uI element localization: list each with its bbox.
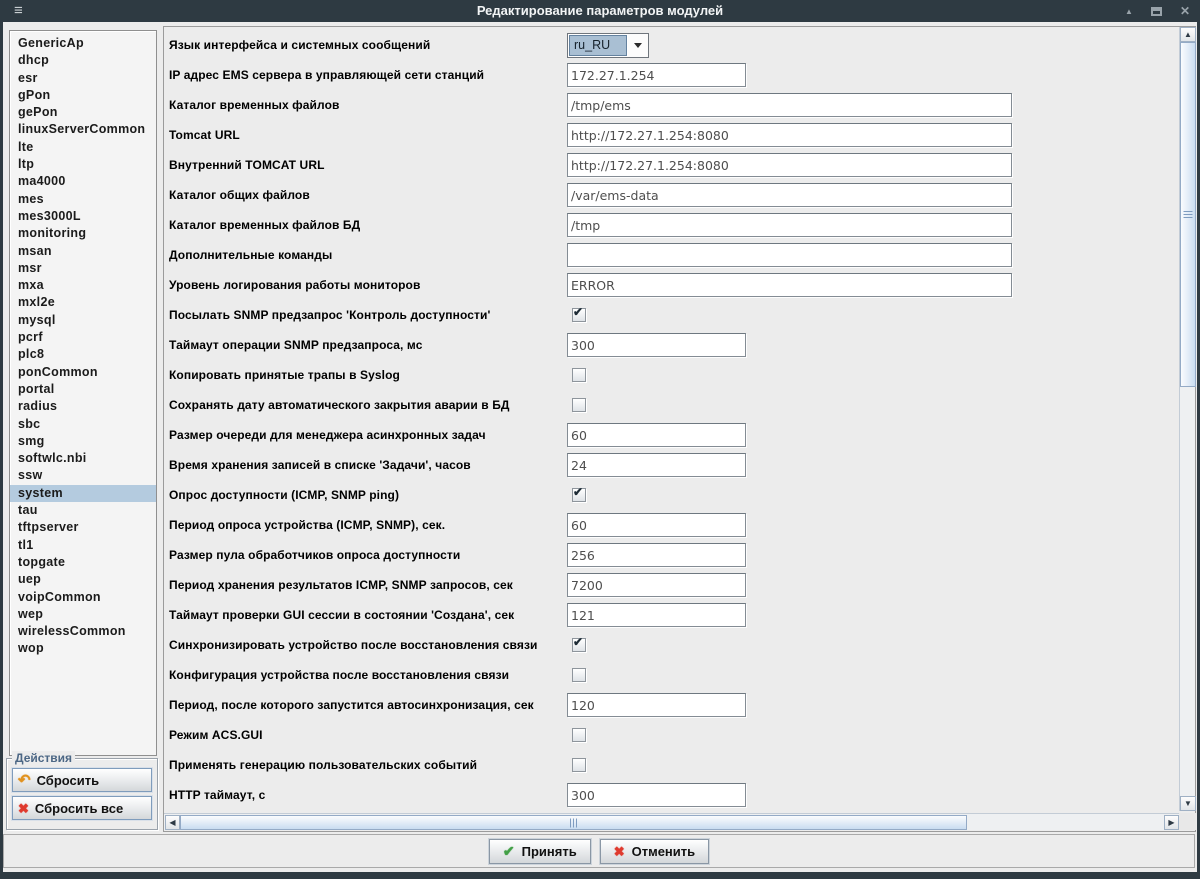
module-list-item[interactable]: ponCommon xyxy=(18,364,98,379)
text-field[interactable] xyxy=(567,513,746,537)
red-cross-icon: ✖ xyxy=(18,800,29,816)
field-control xyxy=(567,60,746,90)
module-list-item[interactable]: topgate xyxy=(18,554,66,569)
scroll-right-button[interactable] xyxy=(1164,815,1179,830)
field-label: Таймаут операции SNMP предзапроса, мс xyxy=(169,338,423,352)
field-label: Период, после которого запустится автосинхронизация, сек xyxy=(169,698,534,712)
form-row xyxy=(164,60,1179,90)
field-label: Применять генерацию пользовательских событий xyxy=(169,758,478,772)
form-rows xyxy=(164,27,1179,810)
module-list-item[interactable]: mxa xyxy=(18,278,44,293)
field-label: Дополнительные команды xyxy=(169,248,333,262)
module-list-item[interactable]: mes3000L xyxy=(18,208,81,223)
form-row xyxy=(164,210,1179,240)
text-field[interactable] xyxy=(567,783,746,807)
left-arrow-icon: ◀ xyxy=(169,818,176,827)
field-control xyxy=(567,510,746,540)
field-control xyxy=(567,690,746,720)
form-row xyxy=(164,660,1179,690)
field-control xyxy=(567,120,1012,150)
field-control xyxy=(567,480,586,510)
field-label: Tomcat URL xyxy=(169,128,240,142)
shade-button[interactable]: ▲ xyxy=(1125,6,1133,16)
actions-panel-title: Действия xyxy=(12,751,75,765)
module-list-item[interactable]: system xyxy=(10,485,156,502)
text-field[interactable] xyxy=(567,543,746,567)
text-field[interactable] xyxy=(567,273,1012,297)
field-control xyxy=(567,240,1012,270)
reset-all-button-label: Сбросить все xyxy=(34,800,124,816)
text-field[interactable] xyxy=(567,603,746,627)
field-label: IP адрес EMS сервера в управляющей сети станций xyxy=(169,68,485,82)
module-list-item[interactable]: voipCommon xyxy=(18,589,101,604)
window-content xyxy=(3,22,1197,872)
chevron-down-icon xyxy=(634,43,642,48)
text-field[interactable] xyxy=(567,123,1012,147)
module-list-item[interactable]: portal xyxy=(18,381,55,396)
cancel-button[interactable] xyxy=(600,839,709,864)
module-list-item[interactable]: esr xyxy=(18,70,38,85)
text-field[interactable] xyxy=(567,213,1012,237)
field-label: Посылать SNMP предзапрос 'Контроль доступности' xyxy=(169,308,491,322)
field-control xyxy=(567,750,586,780)
field-label: Сохранять дату автоматического закрытия аварии в БД xyxy=(169,398,510,412)
checkbox-check-icon: ✔ xyxy=(573,305,584,319)
field-label: Конфигурация устройства после восстановления связи xyxy=(169,668,510,682)
module-list-item[interactable]: msr xyxy=(18,260,42,275)
module-list-item[interactable]: pcrf xyxy=(18,330,43,345)
module-list-item[interactable]: GenericAp xyxy=(18,36,84,50)
titlebar xyxy=(0,0,1200,22)
field-control xyxy=(567,270,1012,300)
right-arrow-icon: ▶ xyxy=(1168,818,1175,827)
checkbox[interactable] xyxy=(572,758,586,772)
vertical-scrollbar-thumb[interactable] xyxy=(1180,42,1196,387)
field-label: Опрос доступности (ICMP, SNMP ping) xyxy=(169,488,400,502)
window-title: Редактирование параметров модулей xyxy=(476,3,724,18)
text-field[interactable] xyxy=(567,243,1012,267)
red-cross-icon: ✖ xyxy=(613,843,625,859)
module-list-item[interactable]: ma4000 xyxy=(18,174,66,189)
field-label: Период опроса устройства (ICMP, SNMP), сек. xyxy=(169,518,446,532)
text-field[interactable] xyxy=(567,63,746,87)
form-row xyxy=(164,420,1179,450)
module-list-item[interactable]: tftpserver xyxy=(18,520,79,535)
field-label: Время хранения записей в списке 'Задачи', часов xyxy=(169,458,471,472)
text-field[interactable] xyxy=(567,153,1012,177)
maximize-button[interactable] xyxy=(1151,7,1162,16)
field-control xyxy=(567,660,586,690)
form-row xyxy=(164,30,1179,60)
field-control xyxy=(567,330,746,360)
module-list-item[interactable]: radius xyxy=(18,399,58,414)
green-check-icon: ✔ xyxy=(502,843,515,859)
checkbox[interactable] xyxy=(572,635,586,652)
field-control xyxy=(567,630,586,660)
field-label: Каталог общих файлов xyxy=(169,188,310,202)
field-label: Внутренний TOMCAT URL xyxy=(169,158,325,172)
field-control xyxy=(567,180,1012,210)
form-row xyxy=(164,120,1179,150)
form-row xyxy=(164,180,1179,210)
actions-panel xyxy=(6,751,158,830)
form-row xyxy=(164,720,1179,750)
field-control xyxy=(567,720,586,750)
thumb-grip-icon xyxy=(1184,211,1193,219)
text-field[interactable] xyxy=(567,93,1012,117)
text-field[interactable] xyxy=(567,693,746,717)
field-label: Каталог временных файлов xyxy=(169,98,340,112)
reset-button-label: Сбросить xyxy=(36,772,100,788)
up-arrow-icon: ▲ xyxy=(1184,30,1192,39)
scroll-down-button[interactable] xyxy=(1180,796,1196,811)
module-list-item[interactable]: uep xyxy=(18,572,42,587)
checkbox[interactable] xyxy=(572,368,586,382)
module-list-item[interactable]: wop xyxy=(18,641,44,656)
module-list-item[interactable]: plc8 xyxy=(18,347,45,362)
module-list-item[interactable]: msan xyxy=(18,243,52,258)
down-arrow-icon: ▼ xyxy=(1184,799,1192,808)
module-list-item[interactable]: smg xyxy=(18,433,45,448)
scroll-up-button[interactable] xyxy=(1180,27,1196,42)
module-list-item[interactable]: wirelessCommon xyxy=(18,624,126,639)
undo-icon: ↶ xyxy=(18,771,31,789)
module-list-item[interactable]: linuxServerCommon xyxy=(18,122,146,137)
form-row xyxy=(164,90,1179,120)
module-list-item[interactable]: mes xyxy=(18,191,44,206)
module-list-item[interactable]: monitoring xyxy=(18,226,87,241)
field-control xyxy=(567,360,586,390)
form-row xyxy=(164,690,1179,720)
horizontal-scrollbar[interactable] xyxy=(164,813,1179,830)
field-label: HTTP таймаут, с xyxy=(169,788,266,802)
form-row xyxy=(164,570,1179,600)
form-row xyxy=(164,300,1179,330)
form-row xyxy=(164,150,1179,180)
field-control xyxy=(567,780,746,810)
module-list[interactable] xyxy=(9,30,157,756)
module-list-item[interactable]: ltp xyxy=(18,157,35,172)
language-combobox[interactable] xyxy=(567,33,649,58)
field-label: Язык интерфейса и системных сообщений xyxy=(169,38,431,52)
text-field[interactable] xyxy=(567,183,1012,207)
checkbox[interactable] xyxy=(572,398,586,412)
module-list-item[interactable]: mysql xyxy=(18,312,56,327)
field-control xyxy=(567,90,1012,120)
field-control xyxy=(567,450,746,480)
checkbox-check-icon: ✔ xyxy=(573,485,584,499)
field-control xyxy=(567,300,586,330)
combobox-arrow-button[interactable] xyxy=(628,34,648,57)
form-row xyxy=(164,630,1179,660)
field-label: Копировать принятые трапы в Syslog xyxy=(169,368,400,382)
cancel-button-label: Отменить xyxy=(631,843,696,859)
text-field[interactable] xyxy=(567,573,746,597)
field-label: Каталог временных файлов БД xyxy=(169,218,361,232)
field-control xyxy=(567,210,1012,240)
window-menu-icon[interactable]: ≡ xyxy=(14,2,23,19)
module-list-item[interactable]: tau xyxy=(18,503,38,518)
form-row xyxy=(164,450,1179,480)
form-row xyxy=(164,600,1179,630)
form-row xyxy=(164,270,1179,300)
form-row xyxy=(164,390,1179,420)
module-list-item[interactable]: dhcp xyxy=(18,53,50,68)
field-label: Период хранения результатов ICMP, SNMP запросов, сек xyxy=(169,578,513,592)
form-row xyxy=(164,480,1179,510)
checkbox[interactable] xyxy=(572,305,586,322)
checkbox-check-icon: ✔ xyxy=(573,635,584,649)
close-button[interactable]: ✕ xyxy=(1179,4,1190,18)
checkbox[interactable] xyxy=(572,485,586,502)
text-field[interactable] xyxy=(567,453,746,477)
combobox-value: ru_RU xyxy=(569,35,627,56)
field-label: Уровень логирования работы мониторов xyxy=(169,278,421,292)
accept-button-label: Принять xyxy=(521,843,577,859)
footer-bar xyxy=(3,834,1195,868)
reset-button[interactable] xyxy=(12,768,152,792)
module-list-item[interactable]: gPon xyxy=(18,87,51,102)
field-label: Синхронизировать устройство после восстановления связи xyxy=(169,638,538,652)
field-control xyxy=(567,150,1012,180)
module-list-item[interactable]: lte xyxy=(18,139,34,154)
vertical-scrollbar[interactable] xyxy=(1179,27,1195,811)
form-row xyxy=(164,330,1179,360)
field-control xyxy=(567,600,746,630)
checkbox[interactable] xyxy=(572,728,586,742)
module-list-item[interactable]: softwlc.nbi xyxy=(18,451,87,466)
scrollbar-corner xyxy=(1179,813,1196,830)
form-row xyxy=(164,780,1179,810)
thumb-grip-icon xyxy=(570,818,578,827)
field-control xyxy=(567,390,586,420)
field-control xyxy=(567,30,649,60)
reset-all-button[interactable] xyxy=(12,796,152,820)
form-row xyxy=(164,540,1179,570)
parameters-form-panel xyxy=(163,26,1196,832)
window-controls xyxy=(1125,0,1190,22)
field-label: Размер пула обработчиков опроса доступности xyxy=(169,548,461,562)
scroll-left-button[interactable] xyxy=(165,815,180,830)
form-row xyxy=(164,510,1179,540)
accept-button[interactable] xyxy=(489,839,591,864)
field-label: Размер очереди для менеджера асинхронных задач xyxy=(169,428,486,442)
field-control xyxy=(567,540,746,570)
text-field[interactable] xyxy=(567,423,746,447)
module-list-item[interactable]: wep xyxy=(18,606,44,621)
field-label: Режим ACS.GUI xyxy=(169,728,263,742)
module-list-item[interactable]: mxl2e xyxy=(18,295,55,310)
text-field[interactable] xyxy=(567,333,746,357)
horizontal-scrollbar-thumb[interactable] xyxy=(180,815,967,830)
field-control xyxy=(567,570,746,600)
form-row xyxy=(164,750,1179,780)
form-row xyxy=(164,240,1179,270)
module-list-item[interactable]: ssw xyxy=(18,468,43,483)
module-list-item[interactable]: sbc xyxy=(18,416,41,431)
module-list-item[interactable]: gePon xyxy=(18,105,58,120)
form-row xyxy=(164,360,1179,390)
checkbox[interactable] xyxy=(572,668,586,682)
field-control xyxy=(567,420,746,450)
module-list-item[interactable]: tl1 xyxy=(18,537,34,552)
field-label: Таймаут проверки GUI сессии в состоянии 'Создана', сек xyxy=(169,608,515,622)
